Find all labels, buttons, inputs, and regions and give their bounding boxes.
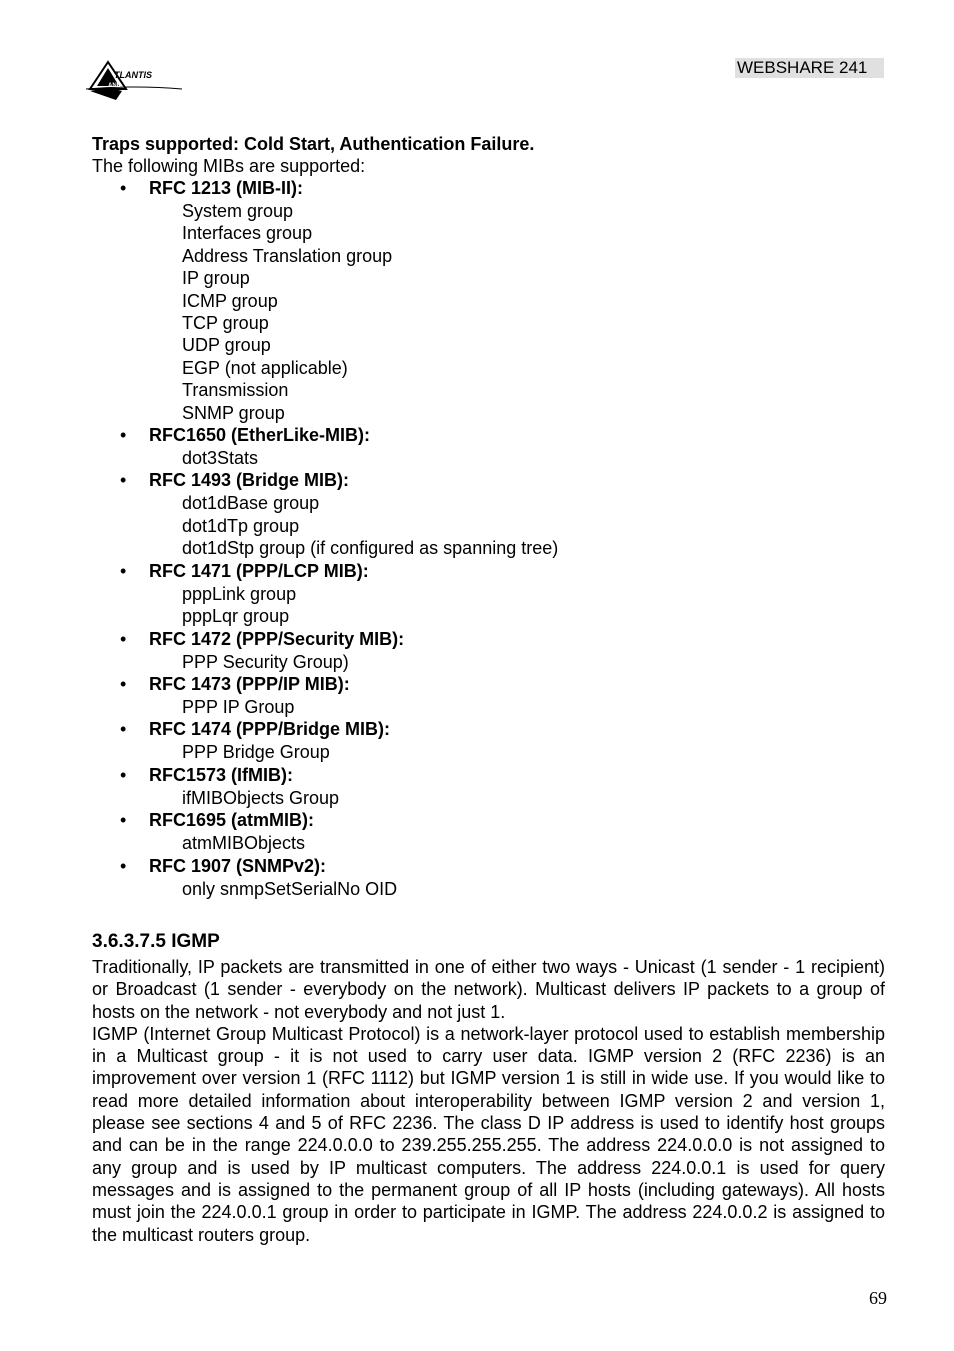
mib-list-item [92,424,885,469]
mib-group: only snmpSetSerialNo OID [182,878,398,899]
mib-list-item [92,673,885,718]
mib-title: • RFC 1493 (Bridge MIB): [92,469,885,492]
mib-group: Address Translation group [182,245,393,266]
mib-group: dot1dStp group (if configured as spanning tree) [182,538,559,559]
mib-list-item [92,809,885,854]
mib-title: • RFC1695 (atmMIB): [92,809,885,832]
mib-group: UDP group [182,335,271,356]
paragraph: IGMP (Internet Group Multicast Protocol) is a network-layer protocol used to establish membership in a Multicast group - it is not used to carry user data. IGMP version 2 (RFC 2236) is an improvement over version 1 (RFC 1112) but IGMP version 1 is still in wide use. If you would like to read more detailed information about interoperability between IGMP version 2 and version 1, please see sections 4 and 5 of RFC 2236. The class D IP address is used to identify host groups and can be in the range 224.0.0.0 to 239.255.255.255. The address 224.0.0.0 is not assigned to any group and is used by IP multicast computers. The address 224.0.0.1 is used for query messages and is assigned to the permanent group of all IP hosts (including gateways). All hosts must join the 224.0.0.1 group in order to participate in IGMP. The address 224.0.0.2 is assigned to the multicast routers group. [92,1023,885,1245]
section-heading: 3.6.3.7.5 IGMP [92,930,220,952]
page-number: 69 [869,1288,887,1308]
mib-title: • RFC 1474 (PPP/Bridge MIB): [92,718,885,741]
mib-group: Interfaces group [182,223,313,244]
mib-list [92,177,885,900]
document-title: WEBSHARE 241 [735,58,884,78]
mib-title: • RFC1650 (EtherLike-MIB): [92,424,885,447]
mib-title: • RFC 1473 (PPP/IP MIB): [92,673,885,696]
mib-group: PPP Security Group) [182,651,349,672]
mib-group: PPP Bridge Group [182,742,330,763]
traps-supported: Traps supported: Cold Start, Authentication Failure. [92,134,535,154]
mib-title: • RFC 1472 (PPP/Security MIB): [92,628,885,651]
page-content [92,133,885,1246]
mib-list-item [92,764,885,809]
mib-list-item [92,469,885,559]
mib-group: atmMIBObjects [182,833,306,854]
logo-sub-wordmark: AND [108,83,121,89]
mib-title: • RFC1573 (IfMIB): [92,764,885,787]
mib-title: • RFC 1471 (PPP/LCP MIB): [92,560,885,583]
mib-group: IP group [182,268,250,289]
mib-group: System group [182,201,294,221]
mib-group: EGP (not applicable) [182,357,348,378]
mib-list-item [92,560,885,628]
atlantis-logo-icon [86,58,186,104]
mib-group: Transmission [182,380,289,401]
atlantis-logo [86,58,186,104]
mib-list-item [92,628,885,673]
mibs-intro: The following MIBs are supported: [92,156,366,176]
mib-list-item [92,855,885,900]
mib-group: ifMIBObjects Group [182,787,340,808]
mib-group: dot1dBase group [182,493,320,514]
mib-group: pppLqr group [182,606,290,627]
mib-list-item [92,718,885,763]
mib-title: • RFC 1213 (MIB-II): [92,177,885,200]
mib-group: pppLink group [182,583,297,604]
paragraph: Traditionally, IP packets are transmitted in one of either two ways - Unicast (1 sender - 1 recipient) or Broadcast (1 sender - everybody on the network). Multicast delivers IP packets to a group of hosts on the network - not everybody and not just 1. [92,956,885,1022]
mib-group: SNMP group [182,402,285,423]
mib-group: ICMP group [182,290,278,311]
mib-title: • RFC 1907 (SNMPv2): [92,855,885,878]
logo-wordmark: TLANTIS [114,70,152,80]
mib-list-item [92,177,885,424]
mib-group: dot3Stats [182,448,259,469]
mib-group: TCP group [182,313,269,334]
mib-group: PPP IP Group [182,696,295,717]
mib-group: dot1dTp group [182,515,300,536]
